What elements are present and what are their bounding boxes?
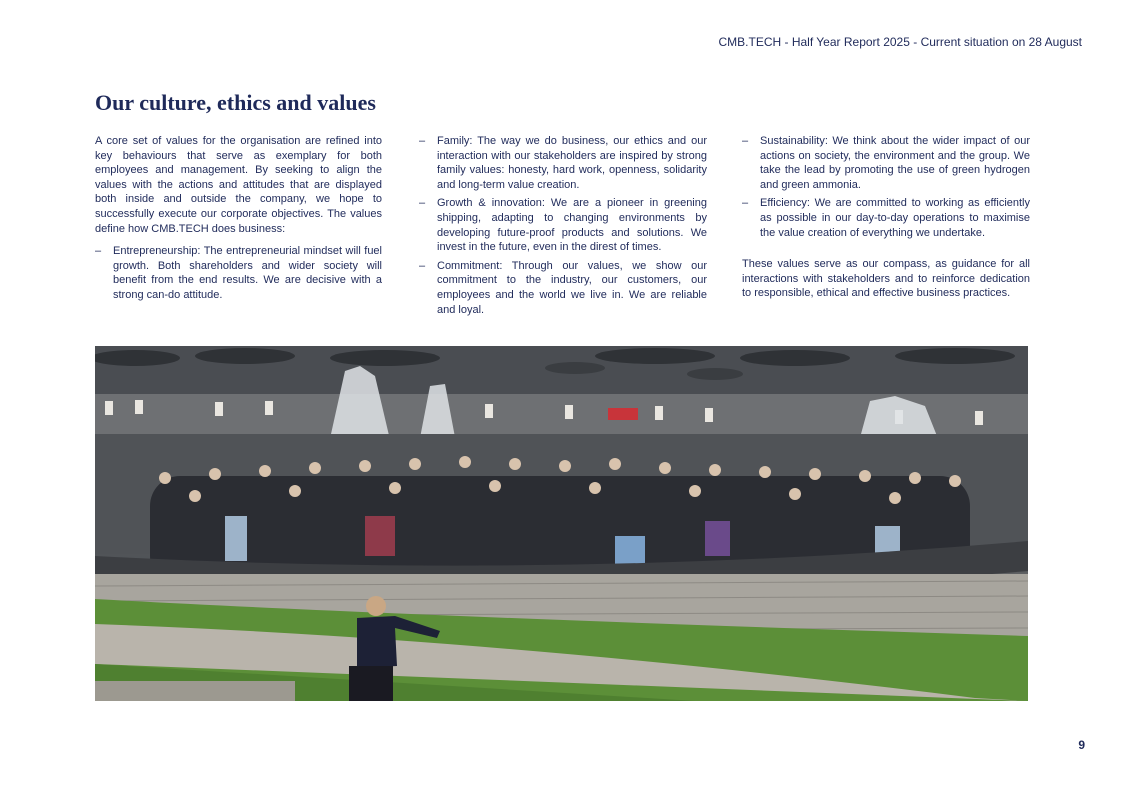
closing-paragraph: These values serve as our compass, as guidance for all interactions with stakeholders and to reinforce dedication to responsible, ethical and effective business practices. [742,258,1030,300]
value-text: Entrepreneurship: The entrepreneurial mindset will fuel growth. Both shareholders and wider society will benefit from the end results. We are decisive with a strong can-do attitude. [113,245,382,301]
section-title: Our culture, ethics and values [95,90,376,115]
header-report-title: CMB.TECH - Half Year Report 2025 - Current situation on 28 August [718,35,1082,49]
value-text: Efficiency: We are committed to working as efficiently as possible in our day-to-day operations to maximise the value creation of everything we undertake. [760,197,1030,239]
value-sustainability [742,134,1030,192]
bullet-dash: – [419,259,426,272]
value-text: Family: The way we do business, our ethics and our interaction with our stakeholders are inspired by strong family values: honesty, hard work, openness, solidarity and long-term value creation. [437,135,707,191]
bullet-dash: – [419,197,426,210]
text-column-2 [419,134,707,317]
team-group-photo [95,346,1028,701]
bullet-dash: – [742,197,749,210]
bullet-dash: – [95,245,102,258]
value-efficiency [742,196,1030,240]
value-text: Sustainability: We think about the wider impact of our actions on society, the environment and the group. We take the lead by promoting the use of green hydrogen and green ammonia. [760,135,1030,191]
value-commitment [419,259,707,317]
photo-illustration [95,346,1028,701]
value-text: Growth & innovation: We are a pioneer in greening shipping, adapting to changing environments by developing future-proof products and solutions. We invest in the future, even in the direst of times. [437,197,707,254]
text-column-1 [95,134,382,303]
page-number: 9 [1078,738,1085,752]
value-text: Commitment: Through our values, we show our commitment to the industry, our customers, our employees and the world we live in. We are reliable and loyal. [437,259,707,316]
intro-paragraph: A core set of values for the organisation are refined into key behaviours that serve as exemplary for both employees and management. By seeking to align the values with the actions and attitudes that are displayed both inside and outside the company, we hope to successfully execute our corporate objectives. The values define how CMB.TECH does business: [95,135,382,235]
value-growth-innovation [419,196,707,254]
value-entrepreneurship [95,244,382,302]
value-family [419,134,707,192]
bullet-dash: – [419,135,426,147]
text-column-3 [742,134,1030,301]
bullet-dash: – [742,135,749,147]
